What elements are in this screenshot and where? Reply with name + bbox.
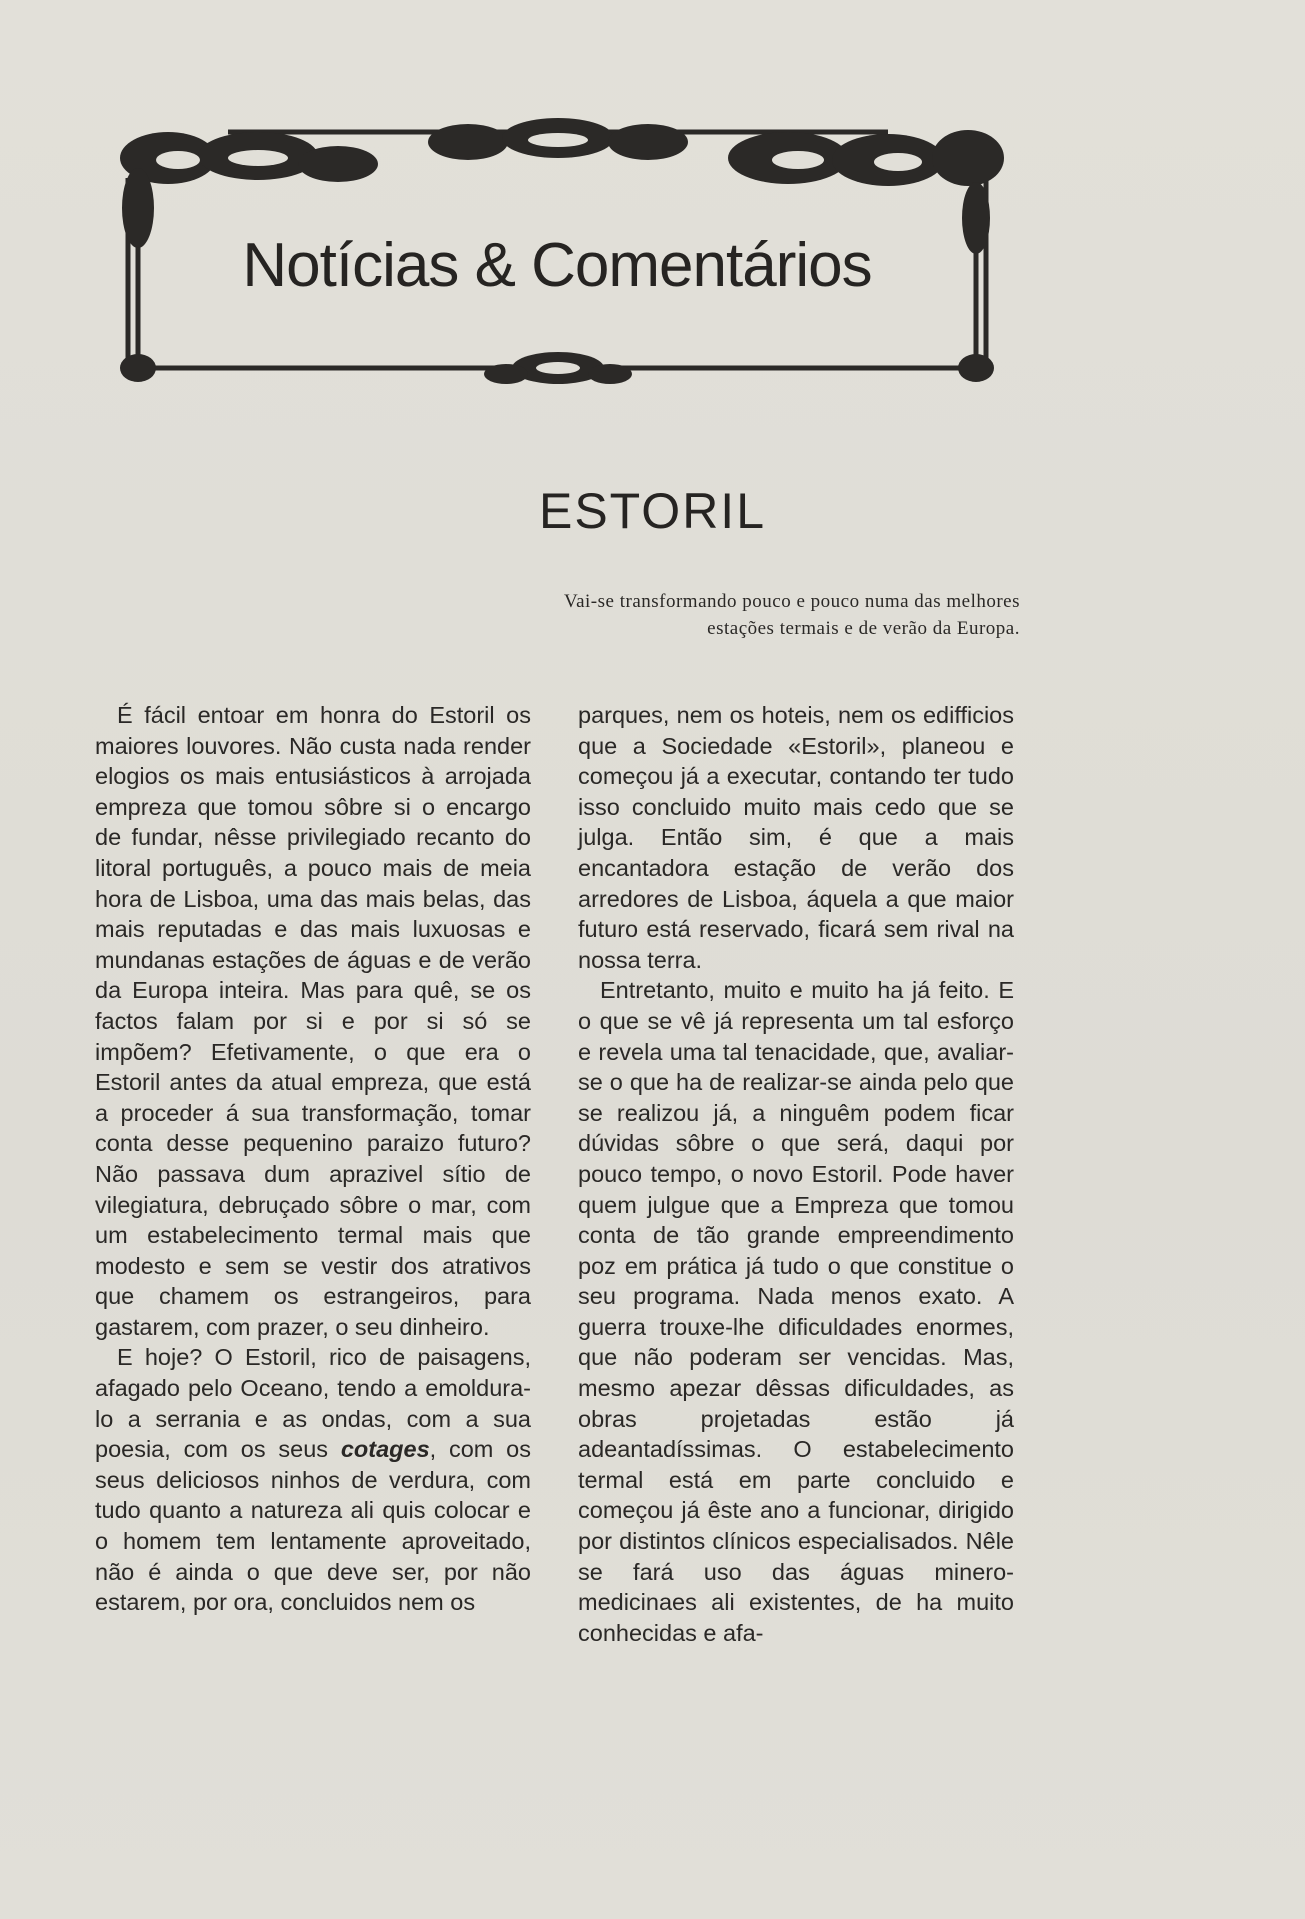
emphasis-text: cotages (340, 1436, 430, 1463)
paragraph: Entretanto, muito e muito ha já feito. E o que se vê já representa um tal esforço e revela uma tal tenacidade, que, avaliar-se o que ha de realizar-se ainda pelo que se realizou já, a ninguêm podem ficar dúvidas sôbre o que será, daqui por pouco tempo, o novo Estoril. Pode haver quem julgue que a Empreza que tomou conta de tão grande empreendimento poz em prática já tudo o que constitue o seu programa. Nada menos exato. A guerra trouxe-lhe dificuldades enormes, que não poderam ser vencidas. Mas, mesmo apezar dêssas dificuldades, as obras projetadas estão já adeantadíssimas. O estabelecimento termal está em parte concluido e começou já êste ano a funcionar, dirigido por distintos clínicos especialisados. Nêle se fará uso das águas minero-medicinaes ali existentes, de ha muito conhecidas e afa- (578, 977, 1014, 1646)
section-banner-title: Notícias & Comentários (242, 231, 872, 300)
article-subtitle: Vai-se transformando pouco e pouco numa das melhores estações termais e de verão da Europa. (563, 591, 1020, 639)
paragraph: parques, nem os hoteis, nem os edifficios que a Sociedade «Estoril», planeou e começou já a executar, contando ter tudo isso concluido muito mais cedo que se julga. Então sim, é que a mais encantadora estação de verão dos arredores de Lisboa, áquela a que maior futuro está reservado, ficará sem rival na nossa terra. (578, 702, 1014, 973)
paragraph (95, 1342, 531, 1617)
article-title: ESTORIL (538, 483, 767, 539)
article-column-right (578, 700, 1014, 1648)
article-column-left (95, 700, 531, 1618)
paragraph: É fácil entoar em honra do Estoril os maiores louvores. Não custa nada render elogios os mais entusiásticos à arrojada empreza que tomou sôbre si o encargo de fundar, nêsse privilegiado recanto do litoral português, a pouco mais de meia hora de Lisboa, uma das mais belas, das mais reputadas e das mais luxuosas e mundanas estações de águas e de verão da Europa inteira. Mas para quê, se os factos falam por si e por si só se impõem? Efetivamente, o que era o Estoril antes da atual empreza, que está a proceder á sua transformação, tomar conta desse pequenino paraizo futuro? Não passava dum aprazivel sítio de vilegiatura, debruçado sôbre o mar, com um estabelecimento termal mais que modesto e sem se vestir dos atrativos que chamem os estrangeiros, para gastarem, com prazer, o seu dinheiro. (95, 702, 531, 1340)
paragraph-text: E hoje? O Estoril, rico de paisagens, afagado pelo Oceano, tendo a emoldura-lo a serrania e as ondas, com a sua poesia, com os seus (95, 1344, 531, 1463)
paragraph-text: , com os seus deliciosos ninhos de verdura, com tudo quanto a natureza ali quis colocar e o homem tem lentamente aproveitado, não é ainda o que deve ser, por não estarem, por ora, concluidos nem os (95, 1436, 531, 1616)
ornamental-header-frame (108, 118, 1006, 386)
